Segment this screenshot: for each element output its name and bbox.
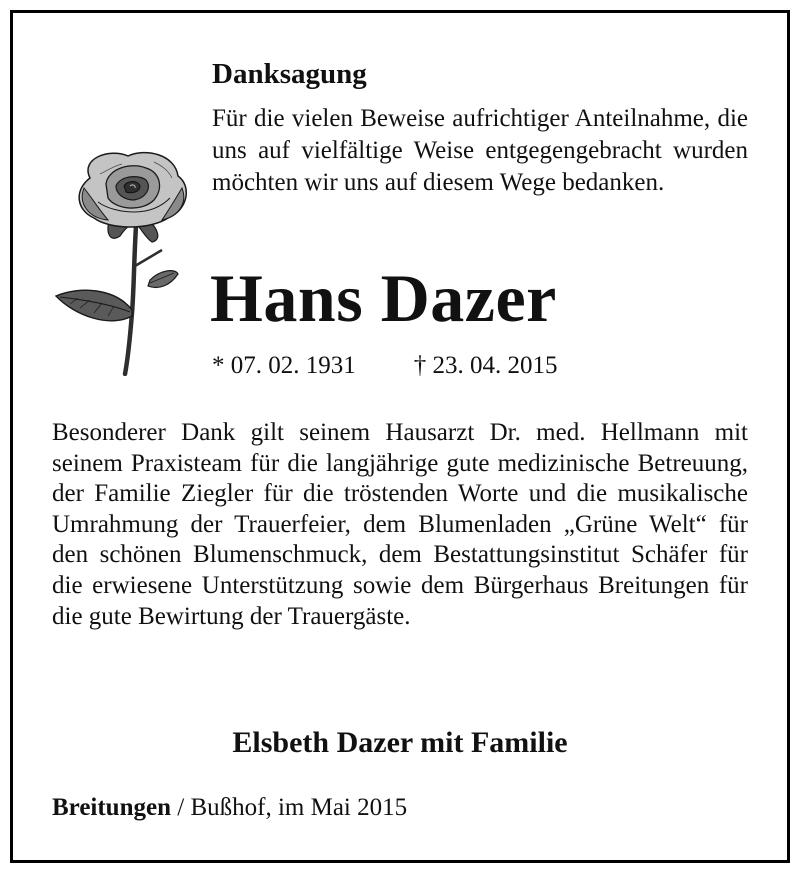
life-dates [212, 350, 558, 382]
intro-paragraph: Für die vielen Beweise aufrichtiger Anteilnahme, die uns auf vielfältige Weise entgegengebracht wurden möchten wir uns auf diesem Wege bedanken. [212, 105, 748, 196]
notice-heading: Danksagung [212, 58, 367, 90]
thanks-paragraph: Besonderer Dank gilt seinem Hausarzt Dr. med. Hellmann mit seinem Praxisteam für die langjährige gute medizinische Betreuung, der Familie Ziegler für die tröstenden Worte und die musikalische Umrahmung der Trauerfeier, dem Blumenladen „Grüne Welt“ für den schönen Blumenschmuck, dem Bestattungsinstitut Schäfer für die erwiesene Unterstützung sowie dem Bürgerhaus Breitungen für die gute Bewirtung der Trauergäste. [52, 419, 748, 630]
signature: Elsbeth Dazer mit Familie [232, 726, 568, 759]
place-suffix: / Bußhof, im Mai 2015 [171, 794, 408, 821]
place-date-line [52, 792, 407, 824]
death-date: † 23. 04. 2015 [413, 352, 558, 379]
place-town: Breitungen [52, 794, 171, 821]
birth-date: * 07. 02. 1931 [212, 352, 356, 379]
rose-icon [50, 148, 200, 376]
deceased-name: Hans Dazer [210, 260, 557, 336]
